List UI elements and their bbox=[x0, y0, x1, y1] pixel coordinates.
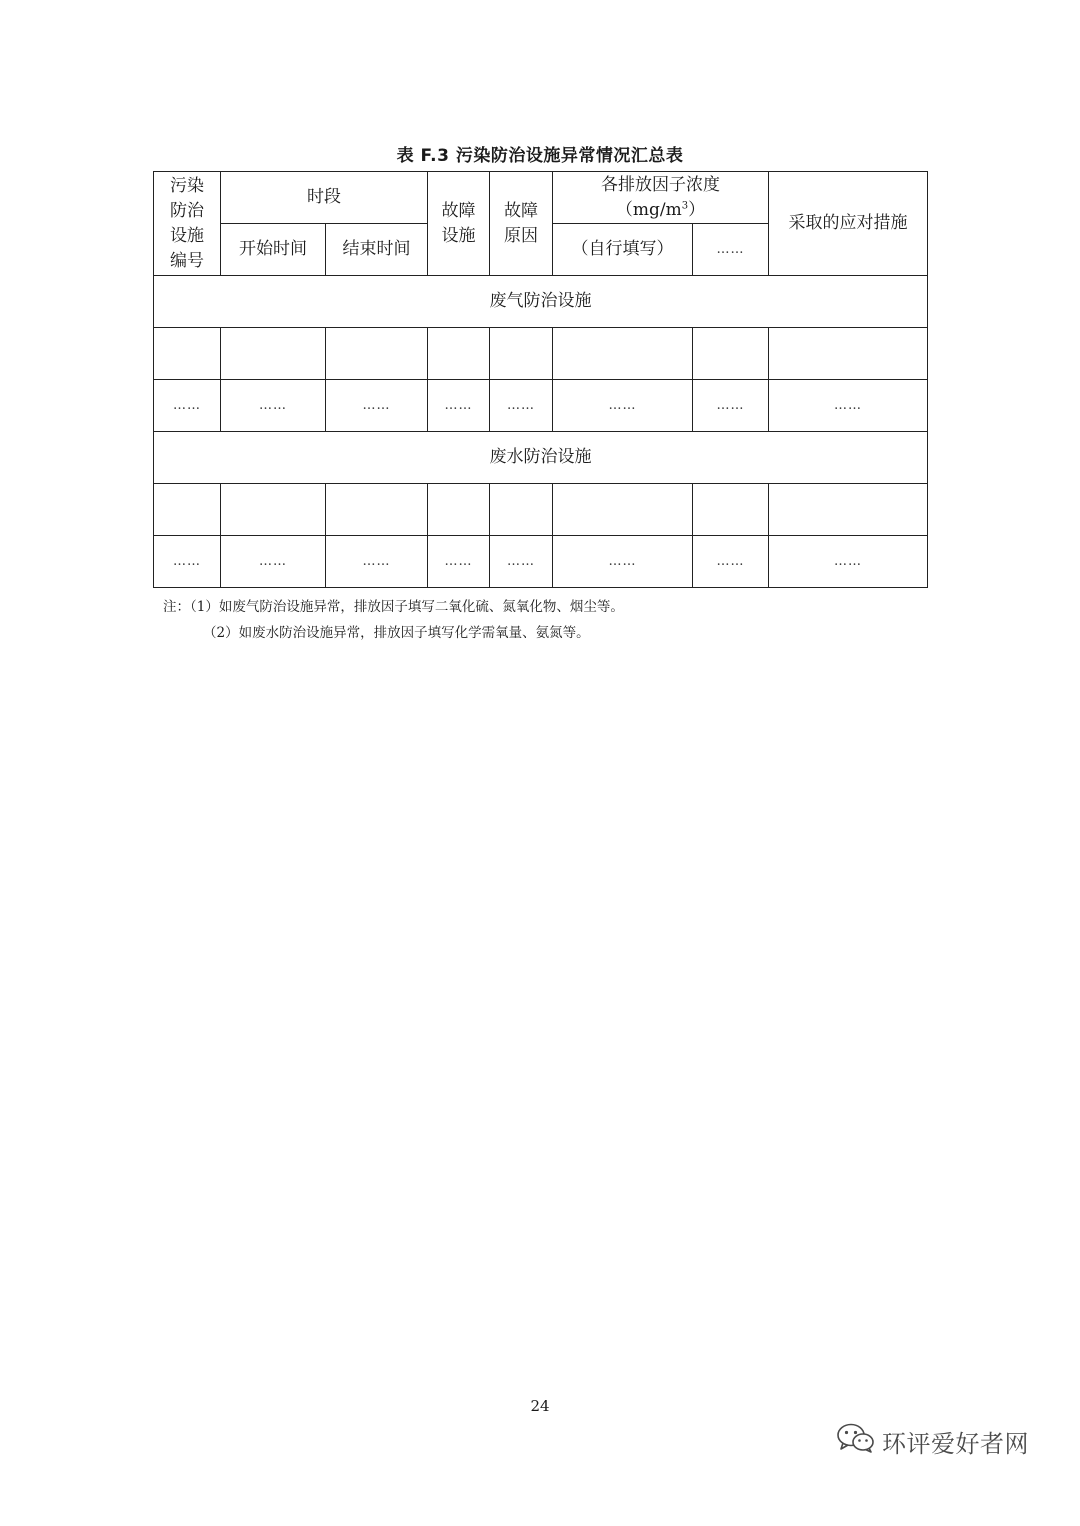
table-cell bbox=[326, 484, 428, 536]
table-caption: 表 F.3 污染防治设施异常情况汇总表 bbox=[396, 146, 684, 166]
wechat-icon bbox=[836, 1422, 882, 1460]
table-row bbox=[154, 328, 928, 380]
header-fault-facility: 故障 设施 bbox=[428, 172, 490, 276]
table-cell bbox=[326, 328, 428, 380]
table-cell: …… bbox=[693, 536, 769, 588]
table-cell bbox=[428, 328, 490, 380]
header-facility-id: 污染 防治 设施 编号 bbox=[154, 172, 221, 276]
table-cell bbox=[769, 328, 928, 380]
header-start-time: 开始时间 bbox=[221, 224, 326, 276]
table-cell bbox=[428, 484, 490, 536]
table-cell: …… bbox=[553, 536, 693, 588]
table-cell: …… bbox=[490, 536, 553, 588]
table-cell: …… bbox=[490, 380, 553, 432]
header-row-1 bbox=[154, 172, 928, 224]
section-title: 废水防治设施 bbox=[154, 432, 928, 484]
table-cell bbox=[693, 328, 769, 380]
table-row bbox=[154, 536, 928, 588]
table-cell: …… bbox=[769, 380, 928, 432]
table-cell bbox=[221, 484, 326, 536]
table-cell: …… bbox=[221, 380, 326, 432]
note-2: （2）如废水防治设施异常，排放因子填写化学需氧量、氨氮等。 bbox=[203, 625, 590, 641]
table-cell: …… bbox=[154, 536, 221, 588]
table-cell: …… bbox=[693, 380, 769, 432]
table-cell bbox=[490, 484, 553, 536]
table-cell bbox=[693, 484, 769, 536]
table-cell bbox=[154, 484, 221, 536]
header-measures: 采取的应对措施 bbox=[769, 172, 928, 276]
table-cell bbox=[221, 328, 326, 380]
watermark bbox=[836, 1422, 1029, 1460]
table-cell: …… bbox=[553, 380, 693, 432]
table-cell bbox=[490, 328, 553, 380]
table-cell: …… bbox=[326, 536, 428, 588]
section-row-waste-water bbox=[154, 432, 928, 484]
table-cell: …… bbox=[428, 380, 490, 432]
header-end-time: 结束时间 bbox=[326, 224, 428, 276]
table-cell bbox=[553, 328, 693, 380]
pollution-facility-table bbox=[153, 171, 928, 588]
table-cell bbox=[553, 484, 693, 536]
header-fault-reason: 故障 原因 bbox=[490, 172, 553, 276]
note-1: 注：（1）如废气防治设施异常，排放因子填写二氧化硫、氮氧化物、烟尘等。 bbox=[163, 599, 624, 615]
header-period: 时段 bbox=[221, 172, 428, 224]
table-cell bbox=[769, 484, 928, 536]
page-number: 24 bbox=[530, 1397, 550, 1415]
watermark-text: 环评爱好者网 bbox=[882, 1429, 1029, 1458]
concentration-unit: $(mg/m^3)$ bbox=[615, 199, 706, 220]
table-cell: …… bbox=[221, 536, 326, 588]
table-cell: …… bbox=[326, 380, 428, 432]
section-title: 废气防治设施 bbox=[154, 276, 928, 328]
header-self-fill: （自行填写） bbox=[553, 224, 693, 276]
table-notes bbox=[163, 594, 624, 646]
table-cell: …… bbox=[154, 380, 221, 432]
section-row-waste-gas bbox=[154, 276, 928, 328]
header-more: …… bbox=[693, 224, 769, 276]
table-row bbox=[154, 380, 928, 432]
table-cell: …… bbox=[769, 536, 928, 588]
table-row bbox=[154, 484, 928, 536]
table-cell bbox=[154, 328, 221, 380]
header-concentration: 各排放因子浓度 $(mg/m^3)$ bbox=[553, 172, 769, 224]
table-cell: …… bbox=[428, 536, 490, 588]
